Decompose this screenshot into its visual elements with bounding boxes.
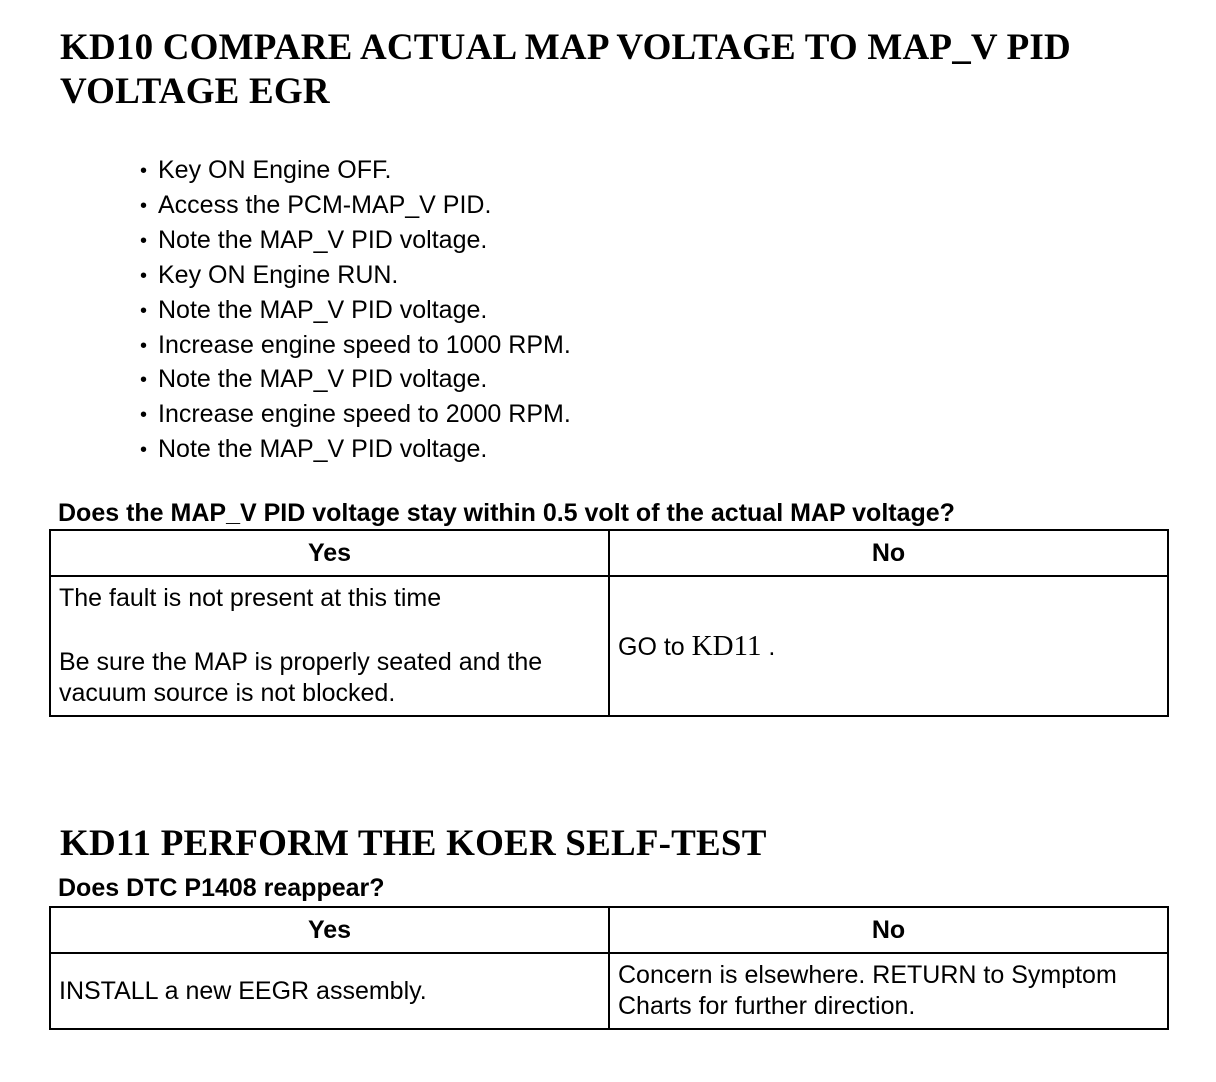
- step-text: Increase engine speed to 2000 RPM.: [158, 400, 571, 429]
- step-item: [140, 398, 571, 433]
- step-item: [140, 294, 571, 329]
- bullet-icon: •: [140, 334, 148, 357]
- yes-text: INSTALL a new EEGR assembly.: [59, 976, 427, 1005]
- section-title-kd10: KD10 COMPARE ACTUAL MAP VOLTAGE TO MAP_V PID VOLTAGE EGR: [60, 27, 1071, 112]
- yes-cell: [50, 953, 609, 1029]
- bullet-icon: •: [140, 369, 148, 392]
- step-item: [140, 154, 571, 189]
- table-row: [50, 576, 1168, 716]
- step-text: Increase engine speed to 1000 RPM.: [158, 330, 571, 359]
- step-text: Note the MAP_V PID voltage.: [158, 365, 488, 394]
- step-item: [140, 224, 571, 259]
- bullet-icon: •: [140, 299, 148, 322]
- step-text: Note the MAP_V PID voltage.: [158, 225, 488, 254]
- step-item: [140, 329, 571, 364]
- bullet-icon: •: [140, 404, 148, 427]
- no-header: No: [609, 530, 1168, 576]
- step-item: [140, 189, 571, 224]
- step-item: [140, 433, 571, 468]
- step-text: Key ON Engine OFF.: [158, 156, 392, 184]
- question-kd11: Does DTC P1408 reappear?: [58, 874, 385, 902]
- no-text: Concern is elsewhere. RETURN to Symptom Charts for further direction.: [618, 961, 1117, 1020]
- step-text: Note the MAP_V PID voltage.: [158, 295, 488, 324]
- decision-table-kd10: [49, 529, 1169, 717]
- yes-text-line: Be sure the MAP is properly seated and the vacuum source is not blocked.: [59, 648, 543, 707]
- step-list: [140, 154, 571, 468]
- no-text-prefix: GO to: [618, 632, 692, 661]
- step-text: Key ON Engine RUN.: [158, 260, 399, 289]
- yes-cell: [50, 576, 609, 716]
- step-item: [140, 259, 571, 294]
- bullet-icon: •: [140, 194, 148, 217]
- table-row: [50, 953, 1168, 1029]
- bullet-icon: •: [140, 439, 148, 462]
- no-header: No: [609, 907, 1168, 953]
- yes-header: Yes: [50, 530, 609, 576]
- question-kd10: Does the MAP_V PID voltage stay within 0.5 volt of the actual MAP voltage?: [58, 499, 955, 527]
- no-text-suffix: .: [761, 632, 776, 661]
- bullet-icon: •: [140, 264, 148, 287]
- decision-table-kd11: [49, 906, 1169, 1030]
- yes-text-line: The fault is not present at this time: [59, 584, 442, 612]
- no-cell: [609, 953, 1168, 1029]
- section-title-kd11: KD11 PERFORM THE KOER SELF-TEST: [60, 823, 767, 864]
- yes-header: Yes: [50, 907, 609, 953]
- step-text: Note the MAP_V PID voltage.: [158, 435, 488, 464]
- no-cell: [609, 576, 1168, 716]
- kd11-link[interactable]: KD11: [691, 629, 762, 662]
- step-text: Access the PCM-MAP_V PID.: [158, 190, 492, 219]
- bullet-icon: •: [140, 160, 148, 182]
- bullet-icon: •: [140, 229, 148, 252]
- step-item: [140, 363, 571, 398]
